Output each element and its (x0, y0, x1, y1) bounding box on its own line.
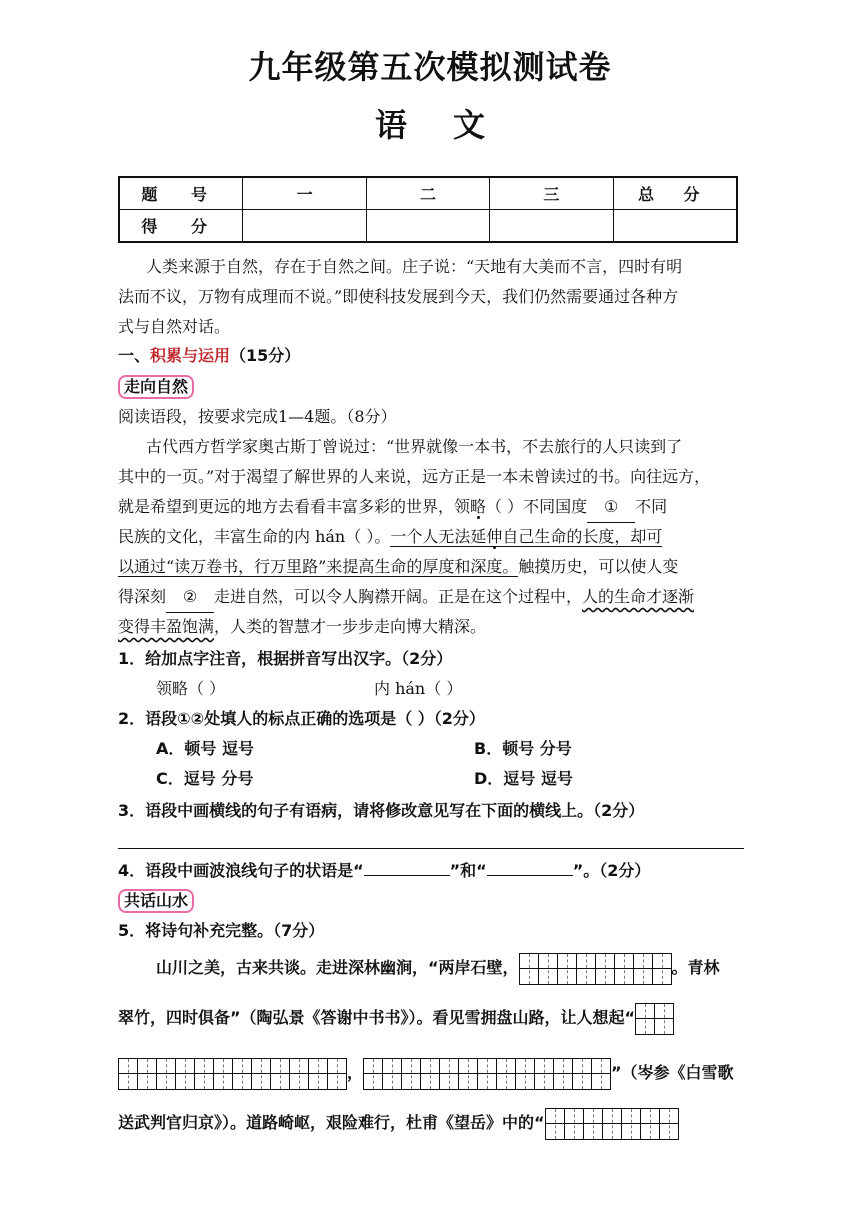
question-1-answer-b[interactable]: 内 hán（ ） (374, 679, 463, 698)
question-5-line-4 (118, 1106, 748, 1140)
tag-line-2 (118, 886, 748, 916)
passage-text: 走进自然，可以令人胸襟开阔。正是在这个过程中， (214, 587, 583, 606)
wavy-underlined-text: 变得丰盈饱满 (118, 617, 215, 636)
dotted-char-lue: 略 (470, 497, 487, 516)
section-tag-landscape: 共话山水 (118, 889, 194, 913)
section-1-score: （15分） (230, 346, 301, 365)
underlined-sentence (390, 527, 662, 547)
score-cell-part-1[interactable] (243, 210, 366, 243)
score-cell-total[interactable] (613, 210, 737, 243)
score-cell-part-3[interactable] (490, 210, 613, 243)
blank-2[interactable]: ② (166, 582, 214, 613)
subject-char-1: 语 (374, 106, 407, 144)
passage-text: 不同 (635, 497, 668, 516)
answer-grid-2[interactable] (635, 1003, 674, 1035)
passage-text: （ ）不同国度 (486, 497, 588, 516)
underlined-text: 一个人无法延 (390, 527, 487, 546)
answer-grid-3[interactable] (118, 1058, 347, 1090)
passage-text: 就是希望到更远的地方去看看丰富多彩的世界，领 (118, 497, 471, 516)
tag-line-1 (118, 372, 748, 402)
question-5: 5．将诗句补充完整。（7分） (118, 921, 325, 940)
question-1-answer-a[interactable]: 领略（ ） (156, 679, 226, 698)
question-5-text: 。青林 (671, 958, 720, 977)
question-5-text: 山川之美，古来共谈。走进深林幽涧，“两岸石壁， (156, 958, 519, 977)
question-5-line-3 (118, 1056, 748, 1090)
dotted-char-shen: 伸 (486, 527, 503, 546)
passage-line-5 (118, 552, 748, 582)
section-1-heading (118, 341, 748, 371)
passage-instruction: 阅读语段，按要求完成1—4题。（8分） (118, 407, 397, 426)
wavy-underlined-text: 人的生命才逐渐 (582, 587, 695, 606)
option-d[interactable]: D．逗号 逗号 (474, 769, 573, 788)
score-row-label: 得 分 (119, 210, 243, 243)
question-5-text: ， (347, 1063, 364, 1082)
section-tag-nature: 走向自然 (118, 375, 194, 399)
question-4-text: ”和“ (449, 861, 487, 880)
question-5-line-1 (156, 951, 786, 985)
underlined-text: 自己生命的长度，却可 (502, 527, 663, 546)
passage-text: ，人类的智慧才一步步走向博大精深。 (214, 617, 487, 636)
header-cell-part-3: 三 (490, 177, 613, 210)
passage-text: 民族的文化，丰富生命的内 hán（ ）。 (118, 527, 391, 546)
passage-line-6 (118, 582, 748, 613)
option-b[interactable]: B．顿号 分号 (474, 739, 572, 758)
question-5-text: 送武判官归京》）。道路崎岖，艰险难行，杜甫《望岳》中的“ (118, 1113, 545, 1132)
underlined-text: 以通过“读万卷书，行万里路”来提高生命的厚度和深度。 (118, 557, 519, 576)
subject-title (0, 100, 860, 146)
score-cell-part-2[interactable] (366, 210, 489, 243)
question-3: 3．语段中画横线的句子有语病，请将修改意见写在下面的横线上。（2分） (118, 801, 645, 820)
passage-text: 得深刻 (118, 587, 167, 606)
option-c[interactable]: C．逗号 分号 (156, 769, 254, 788)
intro-line-1: 人类来源于自然，存在于自然之间。庄子说：“天地有大美而不言，四时有明 (146, 257, 683, 276)
passage-line-7 (118, 612, 748, 642)
answer-line[interactable] (118, 848, 744, 849)
answer-grid-1[interactable] (519, 953, 672, 985)
score-table (118, 176, 738, 243)
header-cell-part-2: 二 (366, 177, 489, 210)
score-table-score-row (119, 210, 737, 243)
question-4-text: ”。（2分） (572, 861, 651, 880)
answer-grid-4[interactable] (363, 1058, 611, 1090)
passage-line-3 (118, 492, 748, 523)
header-cell-part-1: 一 (243, 177, 366, 210)
answer-grid-5[interactable] (545, 1108, 679, 1140)
question-5-text: 翠竹，四时俱备”（陶弘景《答谢中书书》）。看见雪拥盘山路，让人想起“ (118, 1008, 636, 1027)
answer-blank-2[interactable] (487, 857, 573, 876)
question-5-line-2 (118, 1001, 748, 1035)
section-1-prefix: 一、 (118, 346, 151, 365)
question-1: 1．给加点字注音，根据拼音写出汉字。（2分） (118, 649, 453, 668)
passage-line-2: 其中的一页。”对于渴望了解世界的人来说，远方正是一本未曾读过的书。向往远方， (118, 467, 711, 486)
blank-1[interactable]: ① (587, 492, 635, 523)
option-a[interactable]: A．顿号 逗号 (156, 739, 254, 758)
page-title: 九年级第五次模拟测试卷 (248, 48, 612, 86)
intro-line-3: 式与自然对话。 (118, 317, 231, 336)
header-cell-question-number: 题 号 (119, 177, 243, 210)
score-table-header-row (119, 177, 737, 210)
section-1-title: 积累与运用 (150, 346, 231, 365)
question-4-text: 4．语段中画波浪线句子的状语是“ (118, 861, 364, 880)
passage-line-4 (118, 522, 748, 552)
subject-char-2: 文 (453, 106, 486, 144)
passage-line-1: 古代西方哲学家奥古斯丁曾说过：“世界就像一本书，不去旅行的人只读到了 (146, 437, 683, 456)
question-5-text: ”（岑参《白雪歌 (611, 1063, 734, 1082)
question-4 (118, 856, 748, 886)
intro-line-2: 法而不议，万物有成理而不说。”即使科技发展到今天，我们仍然需要通过各种方 (118, 287, 679, 306)
answer-blank-1[interactable] (364, 857, 450, 876)
question-2: 2．语段①②处填人的标点正确的选项是（ ）（2分） (118, 709, 485, 728)
header-cell-total: 总 分 (613, 177, 737, 210)
passage-text: 触摸历史，可以使人变 (518, 557, 679, 576)
